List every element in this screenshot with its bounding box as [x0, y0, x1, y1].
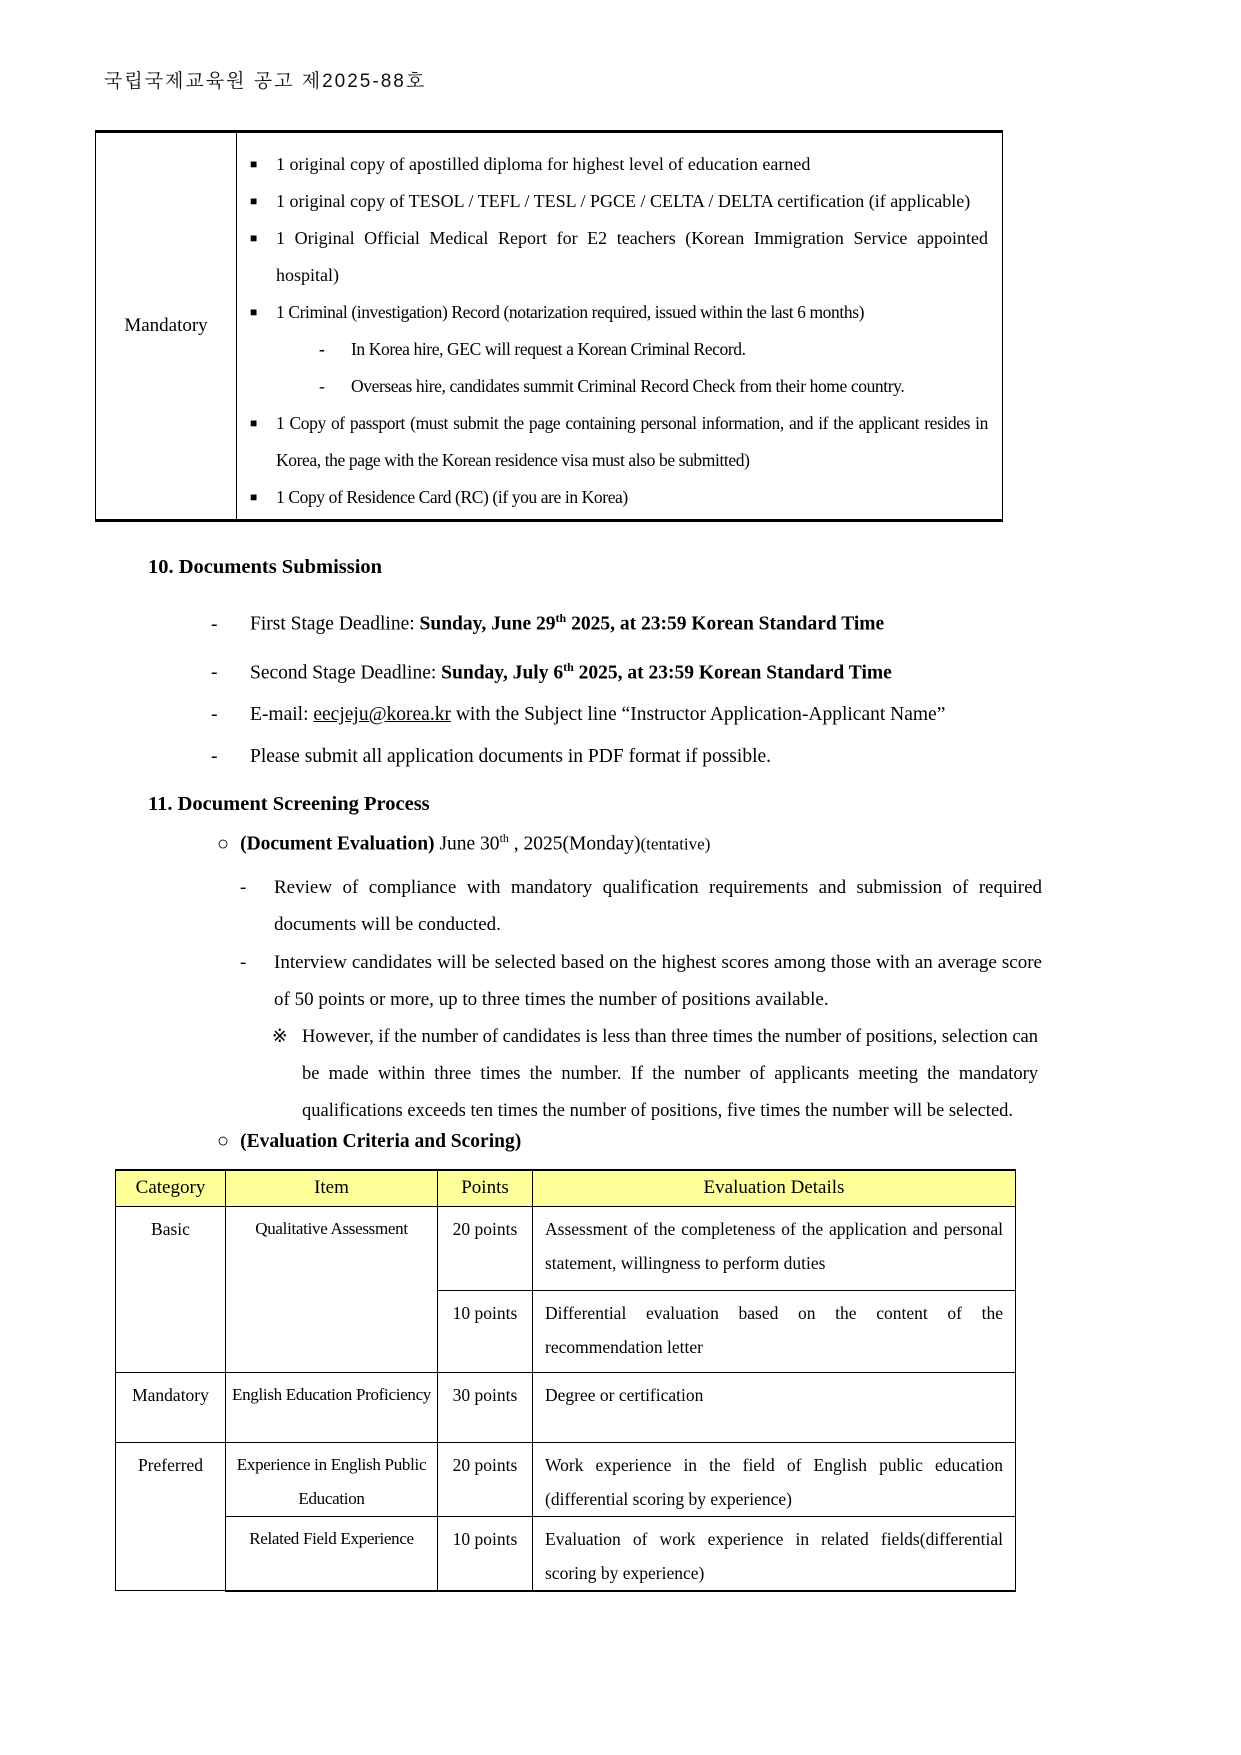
eval-cell-item: English Education Proficiency: [226, 1372, 438, 1442]
dash-bullet-icon: -: [211, 704, 218, 725]
square-bullet-icon: ■: [250, 157, 258, 171]
section-11-heading: 11. Document Screening Process: [148, 793, 430, 815]
pdf-note-line: [211, 736, 1023, 778]
email-suffix: with the Subject line “Instructor Application-Applicant Name”: [450, 704, 946, 725]
square-bullet-icon: ■: [250, 305, 257, 319]
submission-list: [211, 597, 1023, 778]
dash-bullet-icon: -: [319, 339, 325, 359]
requirement-item: [250, 479, 988, 516]
table-row: [116, 1516, 1016, 1591]
square-bullet-icon: ■: [250, 194, 258, 208]
ordinal-suffix: th: [555, 611, 567, 625]
ordinal-suffix: th: [499, 831, 509, 845]
requirement-text: 1 Copy of Residence Card (RC) (if you are in Korea): [276, 487, 628, 507]
requirement-text: 1 original copy of apostilled diploma for highest level of education earned: [276, 154, 811, 174]
evaluation-date-rest: , 2025(Monday): [508, 833, 641, 855]
interview-text: Interview candidates will be selected based on the highest scores among those with an average score of 50 points or more, up to three times the number of positions available.: [274, 952, 1042, 1010]
requirement-item: [250, 146, 988, 183]
email-line: [211, 694, 1023, 736]
tentative-note: (tentative): [640, 834, 711, 854]
column-header-details: Evaluation Details: [533, 1170, 1016, 1206]
square-bullet-icon: ■: [250, 490, 257, 504]
eval-cell-item: Experience in English Public Education: [226, 1442, 438, 1516]
email-prefix: E-mail:: [250, 704, 314, 725]
eval-cell-details: Assessment of the completeness of the application and personal statement, willingness to perform duties: [533, 1206, 1016, 1290]
review-paragraph: [240, 869, 1042, 943]
document-evaluation-label: (Document Evaluation): [240, 833, 435, 855]
requirement-sub-text: Overseas hire, candidates summit Criminal Record Check from their home country.: [351, 376, 905, 396]
eval-cell-points: 20 points: [438, 1206, 533, 1290]
review-text: Review of compliance with mandatory qualification requirements and submission of required documents will be conducted.: [274, 877, 1042, 935]
requirement-item: [250, 183, 988, 220]
requirements-list: [237, 133, 1002, 519]
circle-bullet-icon: ○: [217, 1130, 230, 1152]
pdf-note-text: Please submit all application documents in PDF format if possible.: [250, 746, 772, 767]
dash-bullet-icon: -: [211, 613, 218, 635]
dash-bullet-icon: -: [211, 746, 218, 767]
requirement-sub-text: In Korea hire, GEC will request a Korean Criminal Record.: [351, 339, 746, 359]
column-header-category: Category: [116, 1170, 226, 1206]
square-bullet-icon: ■: [250, 416, 257, 430]
column-header-points: Points: [438, 1170, 533, 1206]
eval-cell-item: Related Field Experience: [226, 1516, 438, 1591]
requirement-item: [250, 294, 988, 331]
eval-cell-details: Evaluation of work experience in related fields(differential scoring by experience): [533, 1516, 1016, 1591]
evaluation-date: June 30: [434, 833, 500, 855]
section-10-heading: 10. Documents Submission: [148, 556, 383, 578]
eval-cell-category: Basic: [116, 1206, 226, 1372]
eval-cell-category: Preferred: [116, 1442, 226, 1591]
requirement-text: 1 Copy of passport (must submit the page containing personal information, and if the applicant resides in Korea, the page with the Korean residence visa must also be submitted): [276, 413, 988, 470]
exception-paragraph: [272, 1019, 1038, 1130]
ordinal-suffix: th: [563, 659, 574, 674]
deadline-date: Sunday, July 6: [441, 662, 564, 683]
requirement-sub-item: [250, 331, 988, 368]
eval-cell-item: Qualitative Assessment: [226, 1206, 438, 1372]
dash-bullet-icon: -: [319, 376, 325, 396]
eval-cell-points: 10 points: [438, 1516, 533, 1591]
dash-bullet-icon: -: [240, 952, 247, 973]
document-evaluation-line: [217, 831, 710, 856]
first-stage-deadline-line: [211, 597, 1023, 646]
square-bullet-icon: ■: [250, 231, 258, 245]
eval-cell-details: Work experience in the field of English public education (differential scoring by experience): [533, 1442, 1016, 1516]
deadline-prefix: Second Stage Deadline:: [250, 662, 442, 683]
requirements-table: [95, 130, 1003, 522]
eval-cell-points: 10 points: [438, 1290, 533, 1372]
requirement-text: 1 Original Official Medical Report for E2 teachers (Korean Immigration Service appointed hospital): [276, 228, 988, 285]
second-stage-deadline-line: [211, 646, 1023, 695]
evaluation-criteria-label: (Evaluation Criteria and Scoring): [240, 1131, 522, 1152]
reference-mark-icon: ※: [272, 1027, 288, 1047]
deadline-time: 2025, at 23:59 Korean Standard Time: [573, 662, 892, 683]
eval-cell-details: Differential evaluation based on the content of the recommendation letter: [533, 1290, 1016, 1372]
requirement-text: 1 original copy of TESOL / TEFL / TESL / PGCE / CELTA / DELTA certification (if applicable): [276, 191, 971, 211]
interview-paragraph: [240, 944, 1042, 1018]
circle-bullet-icon: ○: [217, 832, 230, 855]
exception-text: However, if the number of candidates is less than three times the number of positions, selection can be made within three times the number. If the number of applicants meeting the mandatory qualifications exceeds ten times the number of positions, five times the number will be selected.: [302, 1027, 1038, 1121]
eval-cell-category: Mandatory: [116, 1372, 226, 1442]
column-header-item: Item: [226, 1170, 438, 1206]
deadline-time: 2025, at 23:59 Korean Standard Time: [566, 613, 885, 635]
requirements-category-cell: Mandatory: [96, 133, 237, 519]
table-row: [116, 1372, 1016, 1442]
evaluation-table: [115, 1169, 1016, 1592]
eval-cell-points: 20 points: [438, 1442, 533, 1516]
requirement-sub-item: [250, 368, 988, 405]
eval-cell-details: Degree or certification: [533, 1372, 1016, 1442]
deadline-prefix: First Stage Deadline:: [250, 613, 420, 635]
dash-bullet-icon: -: [240, 877, 247, 898]
evaluation-criteria-line: [217, 1130, 521, 1153]
dash-bullet-icon: -: [211, 662, 218, 683]
email-link[interactable]: eecjeju@korea.kr: [313, 704, 451, 725]
table-row: [116, 1206, 1016, 1290]
table-row: [116, 1442, 1016, 1516]
evaluation-table-header-row: [116, 1170, 1016, 1206]
announcement-number: 국립국제교육원 공고 제2025-88호: [104, 71, 427, 92]
requirement-text: 1 Criminal (investigation) Record (notarization required, issued within the last 6 months): [276, 302, 865, 322]
requirement-item: [250, 405, 988, 479]
requirement-item: [250, 220, 988, 294]
deadline-date: Sunday, June 29: [419, 613, 556, 635]
eval-cell-points: 30 points: [438, 1372, 533, 1442]
